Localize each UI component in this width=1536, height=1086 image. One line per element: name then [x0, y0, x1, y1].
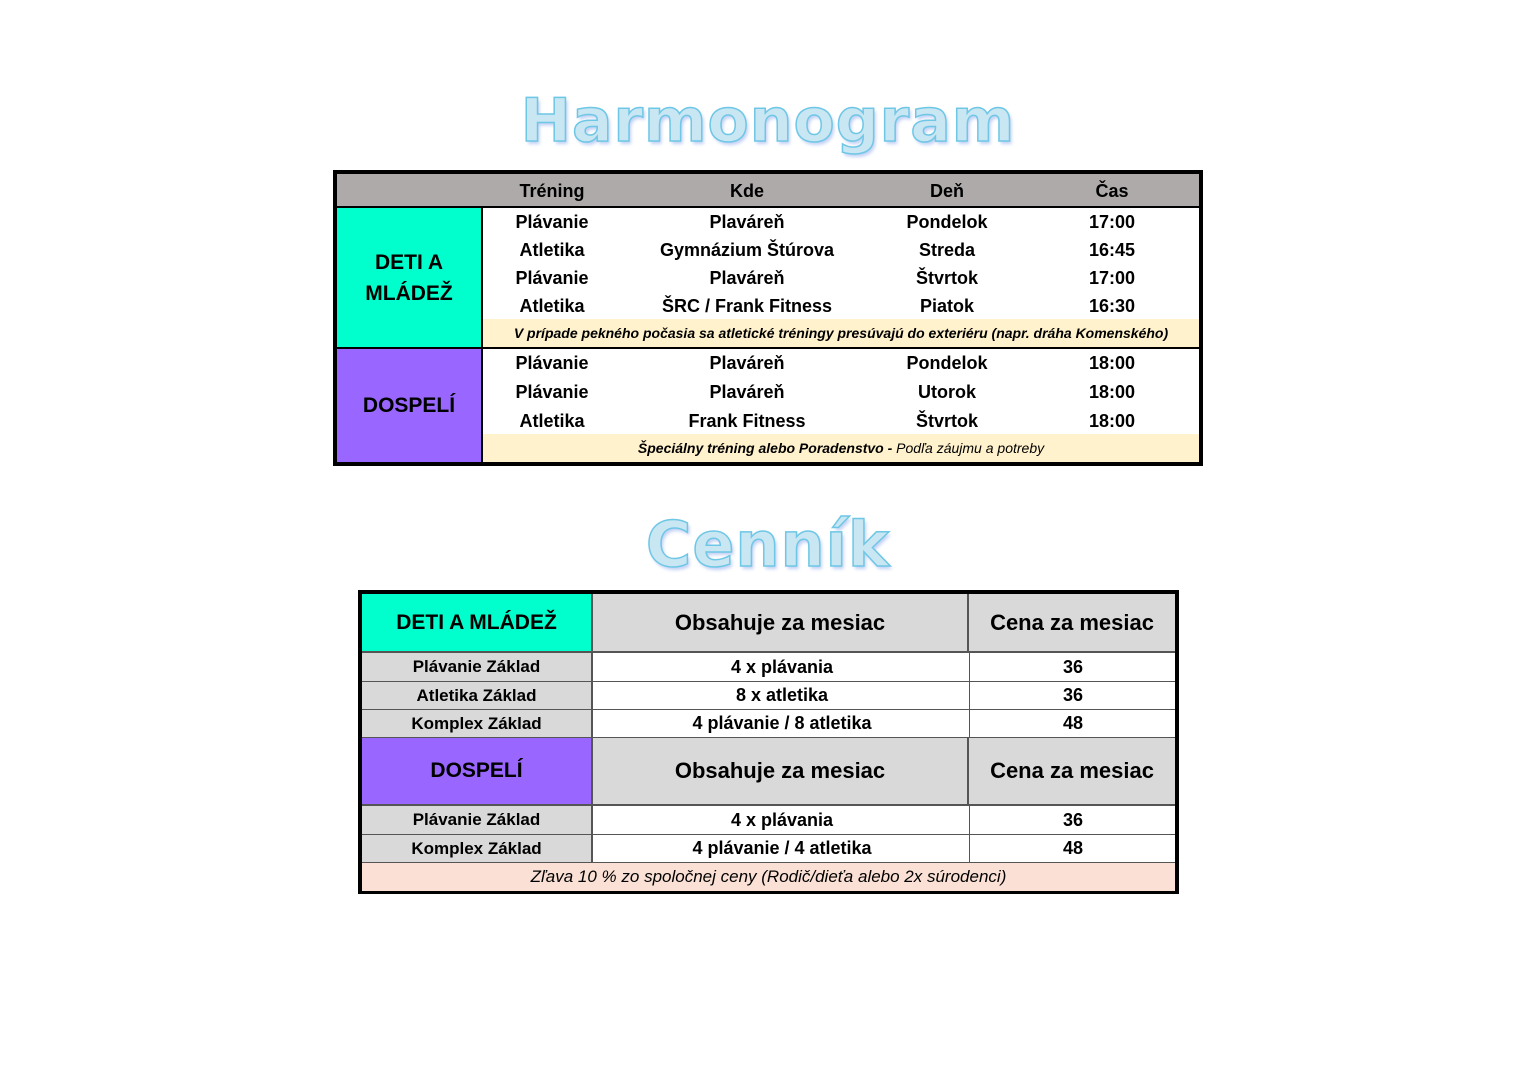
cell-kde: Plaváreň	[709, 268, 785, 288]
cell-cas: 16:45	[1088, 240, 1136, 260]
price-plan-name: Atletika Základ	[362, 682, 593, 709]
price-plan-name: Plávanie Základ	[362, 653, 593, 681]
cell-cas: 18:00	[1088, 411, 1136, 431]
header-cas: Čas	[1095, 181, 1129, 201]
cell-kde: Plaváreň	[709, 212, 785, 232]
header-den: Deň	[929, 181, 964, 201]
discount-note: Zľava 10 % zo spoločnej ceny (Rodič/dieťa alebo 2x súrodenci)	[362, 862, 1175, 891]
cell-cas: 17:00	[1088, 212, 1136, 232]
price-plan-price: 48	[971, 710, 1175, 737]
cennik-title: Cenník	[645, 508, 891, 581]
price-plan-price: 36	[971, 653, 1175, 681]
group-kids-line1: DETI A	[374, 250, 444, 274]
group-adults-label: DOSPELÍ	[337, 349, 483, 462]
cell-trening: Atletika	[519, 411, 585, 431]
divider	[969, 653, 970, 737]
adults-note-bold: Špeciálny tréning alebo Poradenstvo -	[637, 440, 893, 456]
adults-note-rest: Podľa záujmu a potreby	[892, 440, 1045, 456]
price-plan-price: 36	[971, 682, 1175, 709]
cell-kde: Frank Fitness	[688, 411, 806, 431]
cell-trening: Atletika	[519, 296, 585, 316]
cell-den: Štvrtok	[915, 268, 978, 288]
header-kde: Kde	[729, 181, 764, 201]
harmonogram-title: Harmonogram	[520, 86, 1016, 156]
cell-cas: 18:00	[1088, 382, 1136, 402]
divider	[969, 806, 970, 862]
cell-den: Štvrtok	[915, 411, 978, 431]
price-table	[358, 590, 1179, 894]
cell-trening: Plávanie	[515, 353, 589, 373]
cell-trening: Plávanie	[515, 268, 589, 288]
cell-den: Streda	[918, 240, 976, 260]
price-plan-name: Komplex Základ	[362, 835, 593, 862]
price-plan-contents: 4 x plávania	[595, 653, 969, 681]
header-trening: Tréning	[519, 181, 585, 201]
cell-den: Pondelok	[906, 353, 988, 373]
cell-cas: 18:00	[1088, 353, 1136, 373]
price-plan-contents: 8 x atletika	[595, 682, 969, 709]
cell-kde: Plaváreň	[709, 382, 785, 402]
schedule-header-row	[337, 174, 1199, 208]
cell-kde: ŠRC / Frank Fitness	[661, 296, 833, 316]
cell-den: Piatok	[919, 296, 975, 316]
cell-den: Utorok	[918, 382, 976, 402]
kids-weather-note: V prípade pekného počasia sa atletické tréningy presúvajú do exteriéru (napr. dráha Komenského)	[483, 319, 1199, 349]
price-kids-col-contents: Obsahuje za mesiac	[593, 594, 969, 651]
price-plan-contents: 4 plávanie / 8 atletika	[595, 710, 969, 737]
price-plan-name: Komplex Základ	[362, 710, 593, 737]
price-kids-col-price: Cena za mesiac	[969, 594, 1175, 651]
price-adults-col-price: Cena za mesiac	[969, 738, 1175, 804]
cell-trening: Plávanie	[515, 212, 589, 232]
cell-trening: Plávanie	[515, 382, 589, 402]
price-adults-label: DOSPELÍ	[362, 738, 593, 804]
cell-kde: Gymnázium Štúrova	[659, 240, 835, 260]
cell-trening: Atletika	[519, 240, 585, 260]
cell-cas: 17:00	[1088, 268, 1136, 288]
cell-cas: 16:30	[1088, 296, 1136, 316]
price-adults-col-contents: Obsahuje za mesiac	[593, 738, 969, 804]
price-plan-name: Plávanie Základ	[362, 806, 593, 834]
group-kids-line2: MLÁDEŽ	[365, 281, 453, 305]
adults-special-note	[483, 434, 1199, 462]
price-plan-contents: 4 plávanie / 4 atletika	[595, 835, 969, 862]
price-kids-label: DETI A MLÁDEŽ	[362, 594, 593, 651]
price-plan-contents: 4 x plávania	[595, 806, 969, 834]
price-plan-price: 36	[971, 806, 1175, 834]
schedule-table	[333, 170, 1203, 466]
cell-den: Pondelok	[906, 212, 988, 232]
cell-kde: Plaváreň	[709, 353, 785, 373]
price-plan-price: 48	[971, 835, 1175, 862]
group-kids-label	[337, 208, 483, 349]
